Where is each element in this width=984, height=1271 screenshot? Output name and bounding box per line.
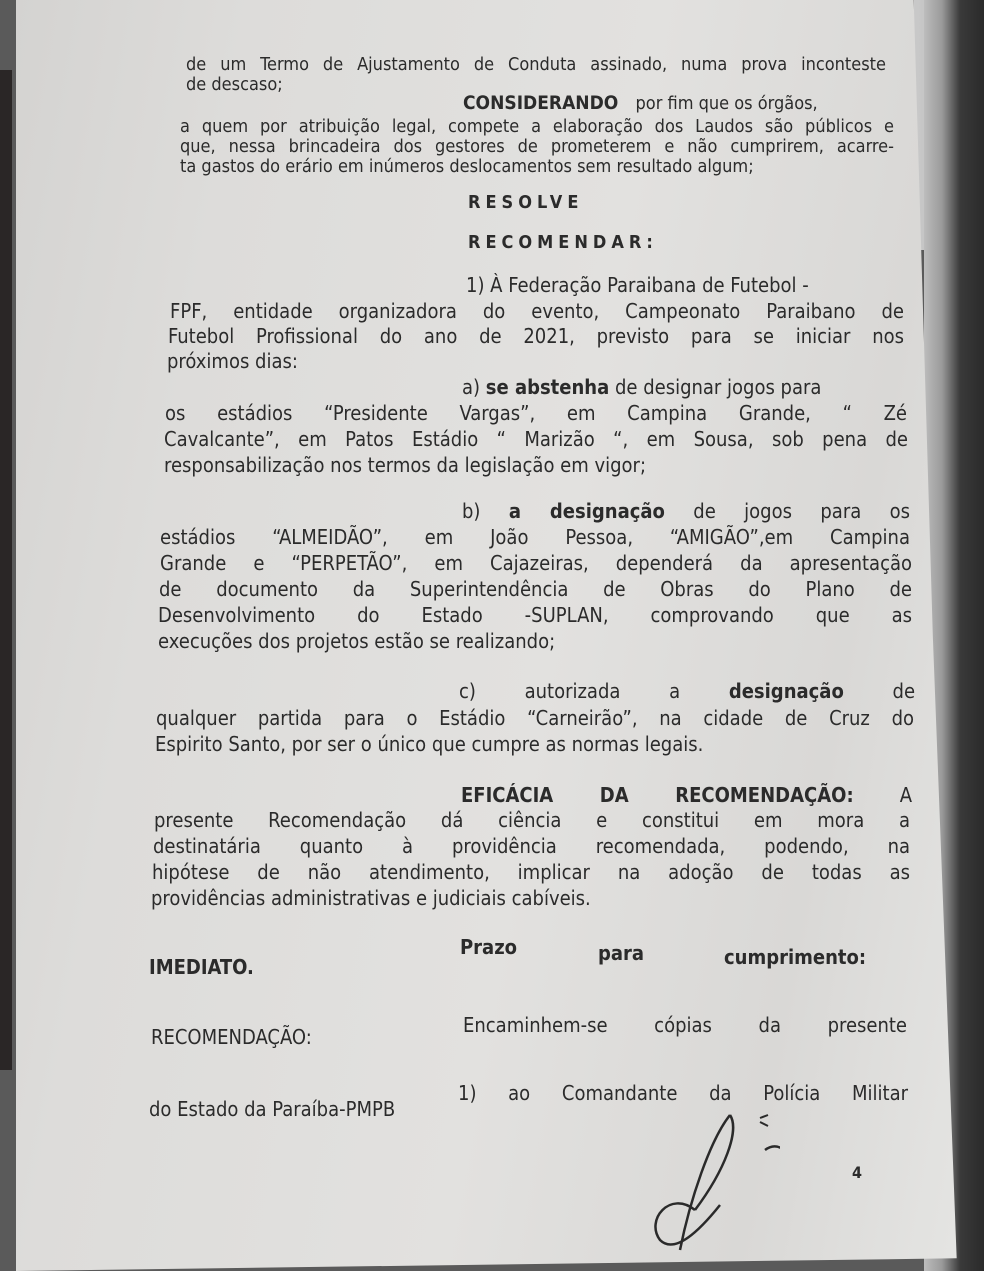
item-a-line-3: Cavalcante”, em Patos Estádio “ Marizão “, em Sousa, sob pena de [164, 427, 908, 451]
considerando-line-3: que, nessa brincadeira dos gestores de prometerem e não cumprirem, acarre- [180, 136, 894, 157]
prazo-value: IMEDIATO. [149, 955, 254, 979]
eficacia-line-2: presente Recomendação dá ciência e constitui em mora a [154, 808, 910, 832]
encaminhem-first-line: Encaminhem-se cópias da presente [463, 1013, 907, 1037]
item-a-first-line [462, 374, 821, 400]
item-b-prefix: b) [462, 499, 481, 523]
item-b-line-3: Grande e “PERPETÃO”, em Cajazeiras, dependerá da apresentação [160, 551, 912, 575]
item-b-text: de jogos para os [693, 499, 911, 523]
considerando-first-line [463, 90, 893, 117]
item-a-bold: se abstenha [485, 375, 610, 399]
resolve-heading: RESOLVE [468, 192, 584, 213]
item-a-text: de designar jogos para [614, 375, 822, 399]
destinatario-second-line: do Estado da Paraíba-PMPB [149, 1097, 396, 1121]
recomendar-heading: RECOMENDAR: [468, 232, 658, 253]
intro-line-1: de um Termo de Ajustamento de Conduta assinado, numa prova inconteste [186, 54, 886, 75]
item-b-line-2: estádios “ALMEIDÃO”, em João Pessoa, “AMIGÃO”,em Campina [160, 525, 910, 549]
handwritten-signature-icon [640, 1110, 780, 1260]
item-b-line-5: Desenvolvimento do Estado -SUPLAN, comprovando que as [158, 603, 912, 627]
item-c-text: de [892, 679, 916, 703]
item-c-line-2: qualquer partida para o Estádio “Carneirão”, na cidade de Cruz do [156, 706, 914, 730]
item-b-first-line [462, 498, 910, 524]
item-b-line-4: de documento da Superintendência de Obras do Plano de [159, 577, 912, 601]
item-a-line-4: responsabilização nos termos da legislação em vigor; [164, 453, 647, 477]
considerando-line-2: a quem por atribuição legal, compete a elaboração dos Laudos são públicos e [180, 116, 894, 137]
prazo-word-1: Prazo [460, 935, 518, 959]
considerando-text: por fim que os órgãos, [635, 93, 818, 114]
item-c-first-line [459, 678, 915, 704]
intro-line-2: de descaso; [186, 74, 283, 95]
item-c-line-3: Espirito Santo, por ser o único que cumpre as normas legais. [155, 732, 704, 756]
eficacia-line-5: providências administrativas e judiciais cabíveis. [151, 886, 591, 910]
prazo-word-2: para [598, 941, 645, 965]
item-a-prefix: a) [462, 375, 481, 399]
item-c-bold: designação [728, 679, 844, 703]
item-c-prefix: c) autorizada a [459, 679, 681, 703]
item1-line-4: próximos dias: [167, 349, 298, 373]
considerando-keyword: CONSIDERANDO [463, 92, 619, 114]
destinatario-first-line: 1) ao Comandante da Polícia Militar [458, 1081, 908, 1105]
eficacia-line-4: hipótese de não atendimento, implicar na adoção de todas as [152, 860, 910, 884]
item1-line-2: FPF, entidade organizadora do evento, Campeonato Paraibano de [170, 299, 904, 323]
encaminhem-second-line: RECOMENDAÇÃO: [151, 1025, 312, 1049]
item1-line-3: Futebol Profissional do ano de 2021, previsto para se iniciar nos [168, 324, 904, 348]
eficacia-first-line [461, 782, 912, 808]
item-b-line-6: execuções dos projetos estão se realizando; [158, 629, 556, 653]
eficacia-line-3: destinatária quanto à providência recomendada, podendo, na [153, 834, 910, 858]
considerando-line-4: ta gastos do erário em inúmeros deslocamentos sem resultado algum; [180, 156, 754, 177]
eficacia-heading: EFICÁCIA DA RECOMENDAÇÃO: [461, 783, 854, 807]
item-a-line-2: os estádios “Presidente Vargas”, em Campina Grande, “ Zé [165, 401, 907, 425]
prazo-word-3: cumprimento: [724, 945, 867, 969]
eficacia-text: A [899, 783, 912, 807]
page-number: 4 [852, 1163, 863, 1182]
item1-first-line: 1) À Federação Paraibana de Futebol - [466, 273, 809, 297]
item-b-bold: a designação [508, 499, 665, 523]
